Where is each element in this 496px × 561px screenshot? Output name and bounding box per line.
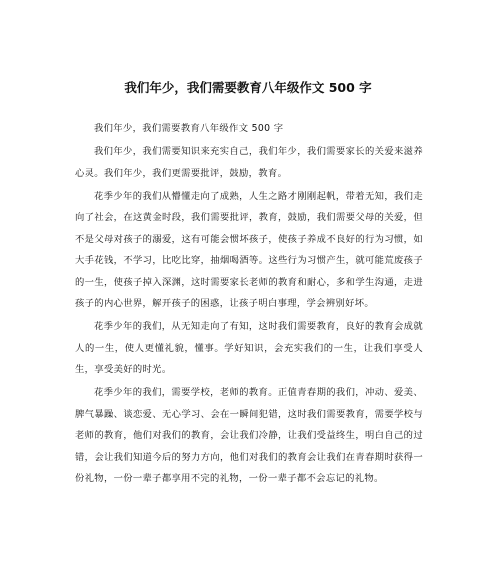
paragraph-knowledge: 花季少年的我们，从无知走向了有知，这时我们需要教育，良好的教育会成就人的一生，使人更懂礼貌，懂事。学好知识，会充实我们的一生，让我们享受人生，享受美好的时光。 [75,321,423,375]
paragraph-intro: 我们年少，我们需要知识来充实自己，我们年少，我们需要家长的关爱来滋养心灵。我们年少，我们更需要批评，鼓励，教育。 [75,146,423,179]
paragraph-subtitle: 我们年少，我们需要教育八年级作文 500 字 [94,123,284,134]
article-title: 我们年少，我们需要教育八年级作文 500 字 [124,80,372,95]
paragraph-family-education: 花季少年的我们从懵懂走向了成熟，人生之路才刚刚起帆，带着无知，我们走向了社会，在这黄金时段，我们需要批评，教育，鼓励，我们需要父母的关爱，但不是父母对孩子的溺爱，这有可能会惯坏孩子，使孩子养成不良好的行为习惯，如大手花钱，不学习，比吃比穿，抽烟喝酒等。这些行为习惯产生，就可能荒废孩子的一生，使孩子掉入深渊，这时需要家长老师的教育和耐心，多和学生沟通，走进孩子的内心世界，解开孩子的困惑，让孩子明白事理，学会辨别好坏。 [75,190,423,309]
article-body [75,118,423,491]
paragraph-school-education: 花季少年的我们，需要学校，老师的教育。正值青春期的我们，冲动、爱美、脾气暴躁、谈恋爱、无心学习、会在一瞬间犯错，这时我们需要教育，需要学校与老师的教育，他们对我们的教育，会让我们冷静，让我们受益终生，明白自己的过错，会让我们知道今后的努力方向，他们对我们的教育会让我们在青春期时获得一份礼物，一份一辈子都享用不完的礼物，一份一辈子都不会忘记的礼物。 [75,387,423,484]
